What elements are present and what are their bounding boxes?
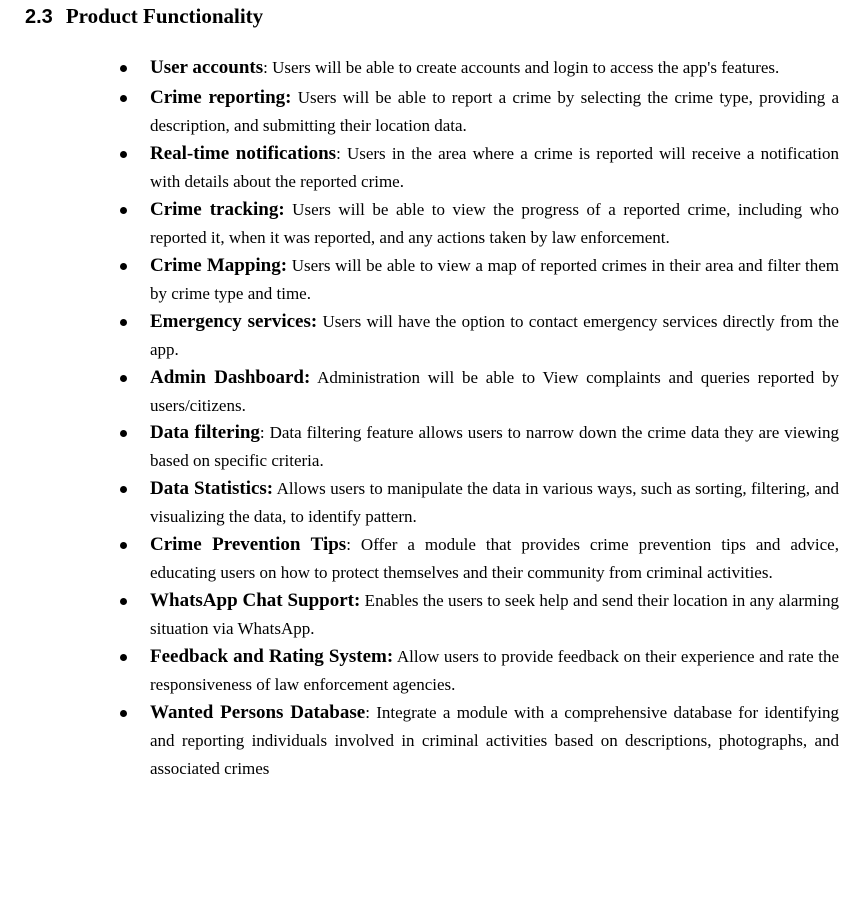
bullet-icon — [119, 54, 127, 82]
feature-text — [150, 587, 839, 643]
feature-text — [150, 140, 839, 196]
section-heading — [25, 4, 263, 34]
bullet-icon — [119, 84, 127, 112]
feature-term: Crime reporting: — [150, 87, 292, 108]
feature-term: Crime Prevention Tips — [150, 534, 347, 555]
bullet-icon — [119, 196, 127, 224]
feature-term: Crime tracking: — [150, 199, 285, 220]
feature-description: Allow users to provide feedback on their experience and rate the responsiveness of law enforcement agencies. — [150, 647, 839, 694]
feature-description: Administration will be able to View complaints and queries reported by users/citizens. — [150, 368, 839, 415]
bullet-icon — [119, 587, 127, 615]
bullet-icon — [119, 643, 127, 671]
feature-term: Data filtering — [150, 422, 260, 443]
feature-text — [150, 475, 839, 531]
feature-description: Allows users to manipulate the data in various ways, such as sorting, filtering, and visualizing the data, to identify pattern. — [150, 479, 839, 526]
feature-description: Users will be able to view the progress of a reported crime, including who reported it, when it was reported, and any actions taken by law enforcement. — [150, 200, 839, 247]
bullet-icon — [119, 531, 127, 559]
feature-text — [150, 419, 839, 475]
bullet-icon — [119, 252, 127, 280]
bullet-icon — [119, 140, 127, 168]
feature-text — [150, 252, 839, 308]
feature-description: Users will be able to view a map of reported crimes in their area and filter them by crime type and time. — [150, 256, 839, 303]
bullet-icon — [119, 364, 127, 392]
feature-term: Data Statistics: — [150, 478, 274, 499]
bullet-icon — [119, 475, 127, 503]
section-number: 2.3 — [25, 6, 53, 28]
feature-term: Wanted Persons Database — [150, 702, 366, 723]
section-title: Product Functionality — [65, 4, 264, 28]
feature-description: : Users will be able to create accounts and login to access the app's features. — [263, 58, 780, 77]
feature-term: Emergency services: — [150, 311, 318, 332]
feature-text — [150, 699, 839, 783]
feature-term: Feedback and Rating System: — [150, 646, 394, 667]
feature-text — [150, 364, 839, 420]
feature-text — [150, 196, 839, 252]
feature-text — [150, 84, 839, 140]
bullet-icon — [119, 699, 127, 727]
feature-description: : Users in the area where a crime is reported will receive a notification with details about the reported crime. — [150, 144, 839, 191]
feature-description: Enables the users to seek help and send their location in any alarming situation via WhatsApp. — [150, 591, 839, 638]
feature-description: : Offer a module that provides crime prevention tips and advice, educating users on how to protect themselves and their community from criminal activities. — [150, 535, 839, 582]
feature-term: Admin Dashboard: — [150, 367, 311, 388]
feature-description: Users will have the option to contact emergency services directly from the app. — [150, 312, 839, 359]
feature-term: WhatsApp Chat Support: — [150, 590, 361, 611]
feature-term: User accounts — [150, 57, 264, 78]
feature-description: Users will be able to report a crime by selecting the crime type, providing a description, and submitting their location data. — [150, 88, 840, 135]
feature-term: Crime Mapping: — [150, 255, 288, 276]
feature-text — [150, 643, 839, 699]
feature-description: : Data filtering feature allows users to narrow down the crime data they are viewing based on specific criteria. — [150, 423, 839, 470]
feature-text — [150, 531, 839, 587]
feature-term: Real-time notifications — [150, 143, 337, 164]
feature-description: : Integrate a module with a comprehensive database for identifying and reporting individuals involved in criminal activities based on descriptions, photographs, and associated crimes — [150, 703, 839, 778]
bullet-icon — [119, 308, 127, 336]
feature-text — [150, 308, 839, 364]
feature-text — [150, 54, 839, 82]
bullet-icon — [119, 419, 127, 447]
